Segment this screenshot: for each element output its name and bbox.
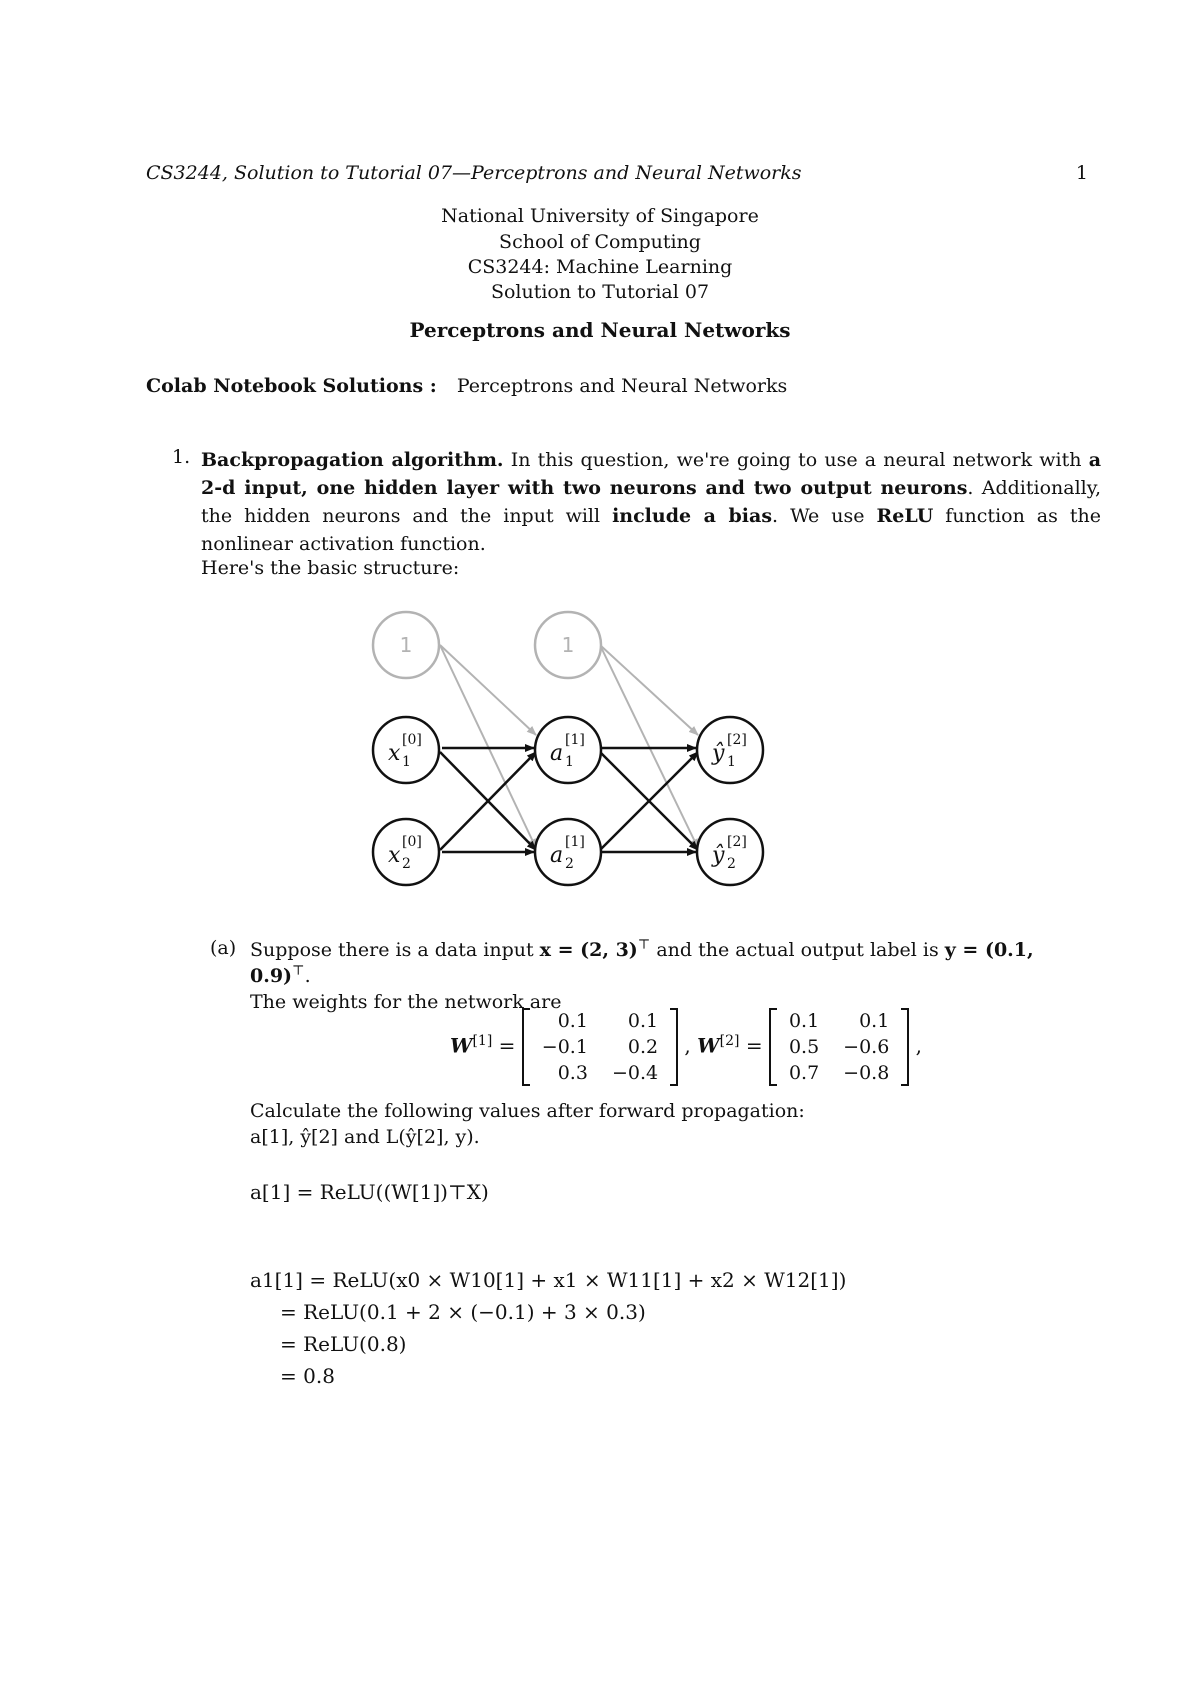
network-diagram (370, 600, 840, 920)
node-y1 (697, 717, 763, 783)
a1-sup: [1] (565, 732, 585, 748)
matrix-W2: 0.1 0.1 0.5 −0.6 0.7 −0.8 (769, 1008, 909, 1086)
x1-base: x (388, 741, 401, 766)
formula-hidden-activation: a[1] = ReLU((W[1])⊤X) (250, 1180, 489, 1204)
y2-sub: 2 (727, 856, 736, 872)
question-heading: Backpropagation algorithm. (201, 449, 504, 471)
question-text: Backpropagation algorithm. In this question, we're going to use a neural network with a 2-d input, one hidden layer with two neurons and two output neurons. Additionally, the hidden neurons and the input will include a bias. We use ReLU function as the nonlinear activation function. (201, 449, 1101, 555)
y2-sup: [2] (727, 834, 747, 850)
edge-b1-a2 (440, 645, 536, 848)
node-a1 (535, 717, 601, 783)
a1-sub: 1 (565, 754, 574, 770)
x2-base: x (388, 843, 401, 868)
calc-vars: a[1], ŷ[2] and L(ŷ[2], y). (250, 1126, 480, 1148)
node-x2 (373, 819, 439, 885)
part-a-text: Suppose there is a data input x = (2, 3)⊤ and the actual output label is y = (0.1, 0.9)⊤. The weights for the network are (250, 937, 1034, 1013)
running-header (146, 162, 1088, 184)
y1-sub: 1 (727, 754, 736, 770)
y-vector: y = (0.1, 0.9) (250, 939, 1034, 987)
a1-base: a (550, 741, 564, 766)
weight-matrices: W[1] = 0.1 0.1 −0.1 0.2 0.3 −0.4 , W[2] = 0.1 0.1 0.5 −0.6 0.7 −0.8 , (450, 1010, 923, 1084)
university-name: National University of Singapore (441, 205, 759, 227)
weights-intro: The weights for the network are (250, 991, 562, 1013)
colab-link[interactable]: Perceptrons and Neural Networks (456, 375, 788, 397)
doc-title: Perceptrons and Neural Networks (409, 318, 791, 342)
bias-label-input: 1 (399, 633, 413, 657)
bias-label-hidden: 1 (561, 633, 575, 657)
calc-intro: Calculate the following values after forward propagation: (250, 1100, 805, 1122)
part-a-label: (a) (210, 937, 237, 959)
y2-base: ŷ (712, 843, 725, 868)
course-name: CS3244: Machine Learning (467, 256, 733, 278)
structure-intro: Here's the basic structure: (201, 557, 460, 579)
matrix-W1: 0.1 0.1 −0.1 0.2 0.3 −0.4 (522, 1008, 678, 1086)
x1-sup: [0] (402, 732, 422, 748)
page-number: 1 (1075, 162, 1088, 184)
a2-base: a (550, 843, 564, 868)
a2-sub: 2 (565, 856, 574, 872)
x2-sub: 2 (402, 856, 411, 872)
doc-subtitle: Solution to Tutorial 07 (490, 281, 710, 303)
derivation-line-3: = ReLU(0.8) (280, 1332, 407, 1356)
node-x1 (373, 717, 439, 783)
x2-sup: [0] (402, 834, 422, 850)
node-y2 (697, 819, 763, 885)
edge-b2-y1 (600, 645, 698, 735)
colab-label: Colab Notebook Solutions : (146, 375, 437, 397)
school-name: School of Computing (499, 231, 701, 253)
y1-sup: [2] (727, 732, 747, 748)
a2-sup: [1] (565, 834, 585, 850)
edge-b1-a1 (440, 645, 536, 735)
derivation-line-4: = 0.8 (280, 1364, 335, 1388)
colab-line (146, 375, 787, 397)
edge-b2-y2 (600, 645, 698, 848)
running-title: CS3244, Solution to Tutorial 07—Perceptrons and Neural Networks (146, 162, 802, 184)
x1-sub: 1 (402, 754, 411, 770)
x-vector: x = (2, 3) (539, 939, 638, 961)
y1-base: ŷ (712, 741, 725, 766)
question-number: 1. (172, 446, 191, 468)
derivation-line-2: = ReLU(0.1 + 2 × (−0.1) + 3 × 0.3) (280, 1300, 646, 1324)
node-a2 (535, 819, 601, 885)
derivation-line-1: a1[1] = ReLU(x0 × W10[1] + x1 × W11[1] + x2 × W12[1]) (250, 1268, 847, 1292)
